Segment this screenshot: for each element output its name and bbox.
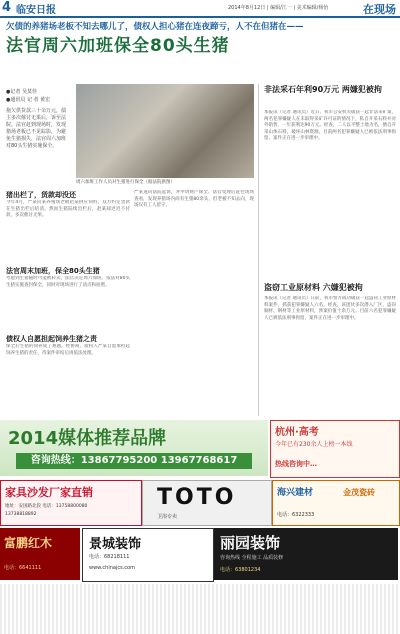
- hangzhou-ad-title: 杭州·高考: [275, 427, 319, 438]
- page-header: [0, 0, 400, 18]
- byline-correspondent: ●通讯员 记 者 黄宏: [6, 97, 51, 103]
- subhead-2: 法官周末加班，保全80头生猪: [6, 267, 100, 275]
- media-ad-banner[interactable]: [0, 420, 268, 476]
- hangzhou-ad-text: 今年已有230余人上榜一本线: [275, 441, 353, 448]
- decor2-ad-title: 丽园装饰: [220, 534, 281, 552]
- right-story-1-headline: 非法采石年利90万元 两嫌犯被拘: [264, 85, 382, 94]
- column-divider: [258, 84, 259, 416]
- body-para-1: 今年4月，严某向某养殖场老板赵某供应饲料，双方约定货款在生猪出栏后结清。然而生猪陆续出栏后，赵某却迟迟不付款，多次催讨无果。: [6, 200, 130, 218]
- subhead-3: 债权人自愿担起饲养生猪之责: [6, 335, 97, 343]
- bottom-decorative-stripe: [0, 584, 400, 634]
- byline-reporter: ●记者 吴莫佳: [6, 89, 37, 95]
- body-para-2: 严某遂向法院起诉，并申请财产保全。法官受理后赶往现场查看，发现养猪场内尚有生猪80余头，但老板不知去向，现场仅有工人留守。: [134, 190, 254, 208]
- page-number: 4: [2, 0, 12, 15]
- right-story-1-text: 本报讯（记者 通讯员）近日，我市公安机关破获一起非法采矿案，两名犯罪嫌疑人在未取得采矿许可证的情况下，私自开采石料并对外销售，一年获利达90万元。经查，二人以平整土地为名，擅自开采山体石料，破坏山林资源。目前两名犯罪嫌疑人已被依法刑事拘留，案件正在进一步审理中。: [264, 110, 396, 141]
- decor1-ad-web: www.chinajcs.com: [89, 565, 135, 571]
- right-story-2-headline: 盗窃工业原材料 六嫌犯被拘: [264, 283, 363, 292]
- furniture-ad-title: 家具沙发厂家直销: [5, 486, 93, 499]
- decor1-ad-title: 景城装饰: [89, 537, 142, 552]
- building-ad-phone: 电话：6322333: [277, 512, 315, 518]
- toto-ad[interactable]: [142, 480, 272, 526]
- wood-ad-title: 富鹏红木: [4, 536, 53, 550]
- building-ad-sub: 金茂瓷砖: [343, 488, 375, 497]
- news-photo: [76, 84, 254, 178]
- media-ad-phone: 咨询热线：13867795200 13967768617: [16, 453, 252, 469]
- furniture-ad-line2: 13738818892: [5, 512, 37, 517]
- decor2-ad-phone: 电话：63801234: [220, 567, 261, 573]
- right-story-2-text: 本报讯（记者 通讯员）日前，我市警方成功破获一起盗窃工业原材料案件，抓获犯罪嫌疑人六名。经查，该团伙多次潜入厂区，盗窃铜材、钢材等工业原材料，涉案价值十余万元。目前六名犯罪嫌疑人已被依法刑事拘留，案件正在进一步审理中。: [264, 296, 396, 321]
- wood-ad-phone: 电话：6641111: [4, 565, 42, 571]
- lead-headline: 法官周六加班保全80头生猪: [6, 36, 230, 56]
- building-materials-ad[interactable]: [272, 480, 400, 526]
- building-ad-title: 海兴建材: [277, 488, 314, 498]
- decor1-ad-phone: 电话：68218111: [89, 554, 130, 560]
- subhead-1: 猪出栏了，货款却没还: [6, 191, 76, 199]
- toto-ad-sub: 卫浴专卖: [157, 514, 178, 520]
- body-para-4: 保全后生猪的饲养成了难题。经协商，债权人严某自愿承担起饲养生猪的责任，待案件审结后再依法处理。: [6, 344, 130, 356]
- decor2-ad-sub: 咨询热线 全程施工 品质装修: [220, 555, 284, 561]
- photo-caption: 周六加班工作人员对生猪进行保全（据法院供图）: [76, 180, 175, 185]
- hangzhou-exam-ad[interactable]: [270, 420, 400, 478]
- liyuan-decor-ad[interactable]: [214, 528, 398, 580]
- section-name: 在现场: [363, 3, 396, 16]
- toto-logo: TOTO: [157, 485, 237, 510]
- media-ad-title: 2014媒体推荐品牌: [8, 428, 167, 449]
- wood-furniture-ad[interactable]: [0, 528, 80, 580]
- jingcheng-decor-ad[interactable]: [82, 528, 214, 582]
- date-line: 2014年8月12日 | 编辑/江一 | 美术编辑/杨怡: [228, 5, 329, 11]
- lead-text: 拖欠供货款三十余万元，债主多次催讨无果后，诉至法院。法官赶到现场时，发现猪场老板已不见踪影，为避免生猪损失，法官周六加班对80头生猪实施保全。: [6, 108, 67, 149]
- hangzhou-ad-promo: 热线咨询中…: [275, 460, 317, 468]
- lead-kicker: 欠债的养猪场老板不知去哪儿了，债权人担心猪在连夜蹄亏，人不在但猪在——: [6, 22, 304, 32]
- byline: [6, 88, 50, 104]
- furniture-ad[interactable]: [0, 480, 142, 526]
- paper-name: 临安日报: [16, 5, 56, 16]
- body-para-3: 考虑到生猪随时可能被转卖，法官决定周六加班，依法对80头生猪实施查封保全，同时对现场进行了清点和拍照。: [6, 276, 130, 288]
- furniture-ad-line1: 地址：安国路北段 电话：13758800080: [5, 504, 88, 509]
